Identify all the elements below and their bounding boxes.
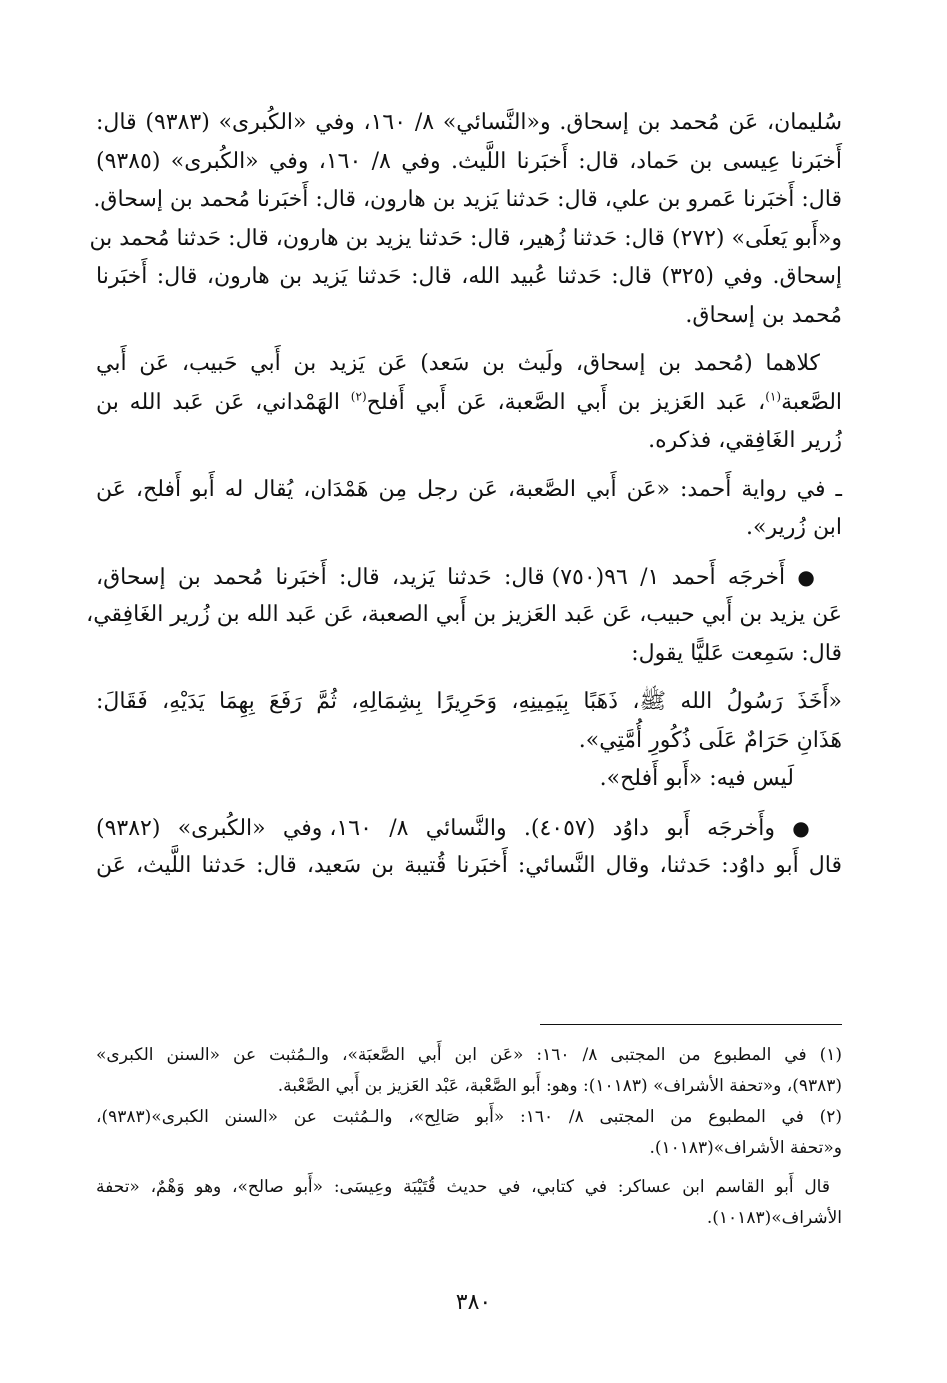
text-line: قال: أَخبَرنا عَمرو بن علي، قال: حَدثنا يَزيد بن هارون، قال: أَخبَرنا مُحمد بن إسحاق. [93, 187, 842, 212]
text-line: ابن زُرير». [746, 515, 842, 540]
text-segment: أَخرجَه أَحمد ١/ ٩٦(٧٥٠) قال: حَدثنا يَزيد، قال: أَخبَرنا مُحمد بن إسحاق، [96, 564, 786, 590]
hadith-text-line: «أَخَذَ رَسُولُ الله ﷺ، ذَهَبًا بِيَمِينِهِ، وَحَرِيرًا بِشِمَالِهِ، ثُمَّ رَفَعَ بِهِمَا يَدَيْهِ، فَقَالَ: [96, 689, 842, 714]
text-segment: الصَّعبة$^{(١)}$، عَبد العَزيز بن أَبي الصَّعبة، عَن أَبي أَفلح$^{(٢)}$ الهَمْداني، عَن عَبد الله بن [96, 389, 843, 415]
text-line [96, 558, 842, 597]
main-text [86, 104, 843, 886]
footnotes [96, 1040, 842, 1234]
text-line: ـ في رواية أَحمد: «عَن أَبي الصَّعبة، عَن رجل مِن هَمْدَان، يُقال له أَبو أَفلح، عَن [96, 476, 842, 502]
text-line-with-notes [96, 384, 842, 423]
footnote-line: قال أَبو القاسم ابن عساكر: في كتابي، في حديث قُتَيْبَة وعِيسَى: «أَبو صالح»، وهو وَهْمٌ، «تحفة [96, 1177, 830, 1197]
footnote-divider [540, 1024, 842, 1025]
text-line: مُحمد بن إسحاق. [685, 302, 842, 328]
text-line: لَيس فيه: «أَبو أَفلح». [599, 766, 794, 791]
text-line: إسحاق. وفي (٣٢٥) قال: حَدثنا عُبيد الله، قال: حَدثنا يَزيد بن هارون، قال: أَخبَرنا [96, 264, 842, 289]
page-number: ٣٨٠ [455, 1290, 492, 1315]
hadith-text-line: هَذَانِ حَرَامٌ عَلَى ذُكُورِ أُمَّتِي». [578, 727, 842, 753]
footnote-line: (٩٣٨٣)، و«تحفة الأشراف» (١٠١٨٣): وهو: أَبو الصَّعْبة، عَبْد العَزيز بن أَبي الصَّعْبة. [277, 1076, 842, 1096]
text-line: سُليمان، عَن مُحمد بن إسحاق. و«النَّسائي» ٨/ ١٦٠، وفي «الكُبرى» (٩٣٨٣) قال: [96, 110, 842, 135]
bullet-icon: ● [797, 564, 821, 589]
footnote-ref-1: (١) [765, 389, 782, 404]
text-line: كلاهما (مُحمد بن إسحاق، ولَيث بن سَعد) عَن يَزيد بن أَبي حَبيب، عَن أَبي [96, 351, 820, 376]
text-line: و«أَبو يَعلَى» (٢٧٢) قال: حَدثنا زُهير، قال: حَدثنا يزيد بن هارون، قال: حَدثنا مُحمد بن [89, 225, 842, 251]
footnote-line: (٢) في المطبوع من المجتبى ٨/ ١٦٠: «أَبو صَالِح»، والـمُثبت عن «السنن الكبرى»(٩٣٨٣)، [96, 1107, 842, 1127]
footnote-line: (١) في المطبوع من المجتبى ٨/ ١٦٠: «عَن ابن أَبي الصَّعبَة»، والـمُثبت عن «السنن الكبرى» [96, 1045, 842, 1065]
footnote-line: الأشراف»(١٠١٨٣). [706, 1208, 842, 1228]
text-line: أَخبَرنا عِيسى بن حَماد، قال: أَخبَرنا اللَّيث. وفي ٨/ ١٦٠، وفي «الكُبرى» (٩٣٨٥) [96, 148, 842, 174]
bullet-icon: ● [792, 815, 821, 840]
text-segment: وأَخرجَه أَبو داوُد (٤٠٥٧). والنَّسائي ٨/ ١٦٠، وفي «الكُبرى» (٩٣٨٢) [96, 815, 775, 841]
text-line: قال: سَمِعت عَليًّا يقول: [631, 640, 842, 666]
text-line: قال أَبو داوُد: حَدثنا، وقال النَّسائي: أَخبَرنا قُتيبة بن سَعيد، قال: حَدثنا اللَّيث، عَن [96, 853, 842, 878]
text-line: زُرير الغَافِقي، فذكره. [648, 428, 842, 453]
footnote-line: و«تحفة الأشراف»(١٠١٨٣). [649, 1138, 842, 1158]
footnote-ref-2: (٢) [350, 389, 367, 404]
text-line [96, 809, 842, 848]
text-line: عَن يزيد بن أَبي حبيب، عَن عَبد العَزيز بن أَبي الصعبة، عَن عَبد الله بن زُرير الغَافِقي، [86, 602, 842, 627]
